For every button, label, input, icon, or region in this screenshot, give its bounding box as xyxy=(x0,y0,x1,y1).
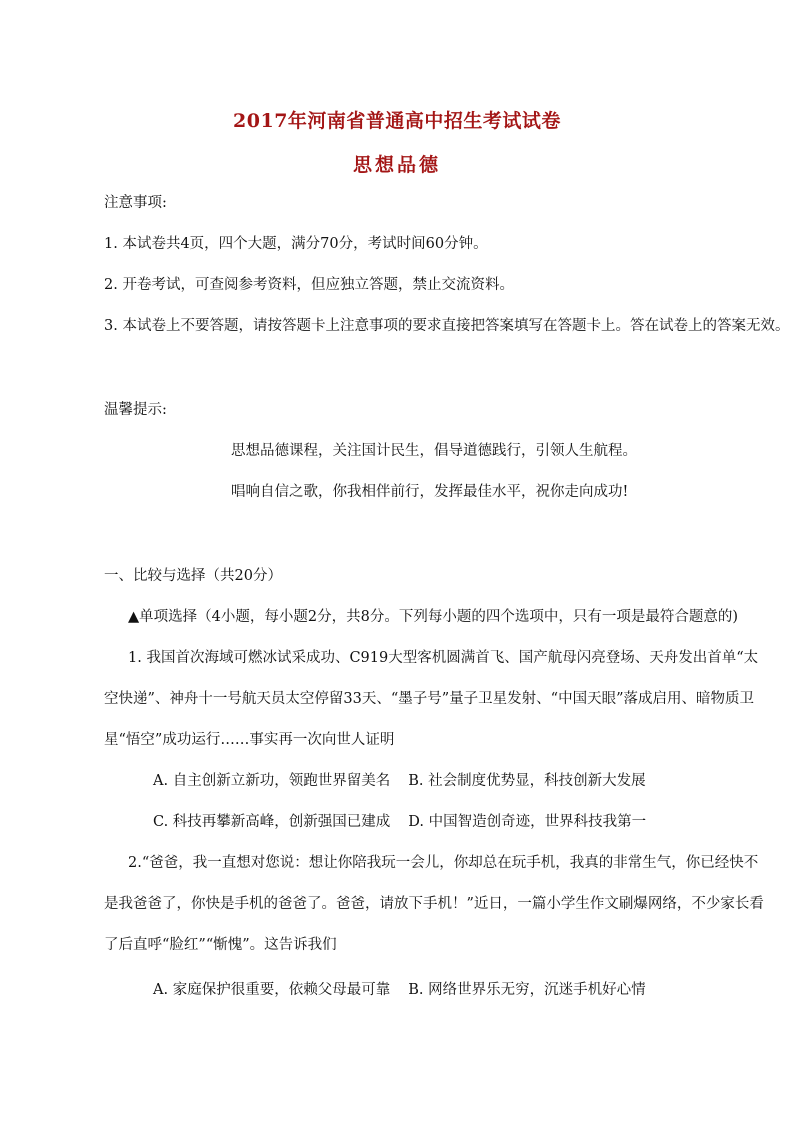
tips-line-2: 唱响自信之歌，你我相伴前行，发挥最佳水平，祝你走向成功! xyxy=(231,484,629,500)
tips-line-1: 思想品德课程，关注国计民生，倡导道德践行，引领人生航程。 xyxy=(231,443,637,459)
section-heading: 一、比较与选择（共20分） xyxy=(104,568,282,584)
q2-options-row-1 xyxy=(153,980,646,1000)
q1-stem-line-2: 空快递”、神舟十一号航天员太空停留33天、“墨子号”量子卫星发射、“中国天眼”落成启用、暗物质卫 xyxy=(104,691,755,707)
q1-option-b: B. 社会制度优势显，科技创新大发展 xyxy=(408,773,646,789)
q2-stem-line-3: 了后直呼“脸红”“惭愧”。这告诉我们 xyxy=(104,937,337,953)
q1-options-row-2 xyxy=(153,812,646,832)
q1-options-row-1 xyxy=(153,771,646,791)
q2-stem-line-1: 2.“爸爸，我一直想对您说：想让你陪我玩一会儿，你却总在玩手机，我真的非常生气，你已经快不 xyxy=(128,855,759,871)
notice-heading: 注意事项: xyxy=(104,195,167,211)
notice-item-1: 1. 本试卷共4页，四个大题，满分70分，考试时间60分钟。 xyxy=(104,236,488,252)
notice-item-2: 2. 开卷考试，可查阅参考资料，但应独立答题，禁止交流资料。 xyxy=(104,277,514,293)
q1-option-a: A. 自主创新立新功，领跑世界留美名 xyxy=(153,773,391,789)
q1-stem-line-1: 1. 我国首次海域可燃冰试采成功、C919大型客机圆满首飞、国产航母闪亮登场、天舟发出首单“太 xyxy=(128,650,759,666)
notice-item-3: 3. 本试卷上不要答题，请按答题卡上注意事项的要求直接把答案填写在答题卡上。答在试卷上的答案无效。 xyxy=(104,318,790,334)
q1-stem-line-3: 星“悟空”成功运行……事实再一次向世人证明 xyxy=(104,732,395,748)
tips-heading: 温馨提示: xyxy=(104,402,167,418)
q1-option-c: C. 科技再攀新高峰，创新强国已建成 xyxy=(153,814,391,830)
q2-option-b: B. 网络世界乐无穷，沉迷手机好心情 xyxy=(408,982,646,998)
subject-title: 思想品德 xyxy=(352,154,441,176)
q2-option-a: A. 家庭保护很重要，依赖父母最可靠 xyxy=(153,982,391,998)
exam-title: 2017年河南省普通高中招生考试试卷 xyxy=(233,110,561,132)
q2-stem-line-2: 是我爸爸了，你快是手机的爸爸了。爸爸，请放下手机！”近日，一篇小学生作文刷爆网络，不少家长看 xyxy=(104,896,764,912)
q1-option-d: D. 中国智造创奇迹，世界科技我第一 xyxy=(408,814,647,830)
section-instruction: ▲单项选择（4小题，每小题2分，共8分。下列每小题的四个选项中，只有一项是最符合题意的) xyxy=(128,609,738,625)
